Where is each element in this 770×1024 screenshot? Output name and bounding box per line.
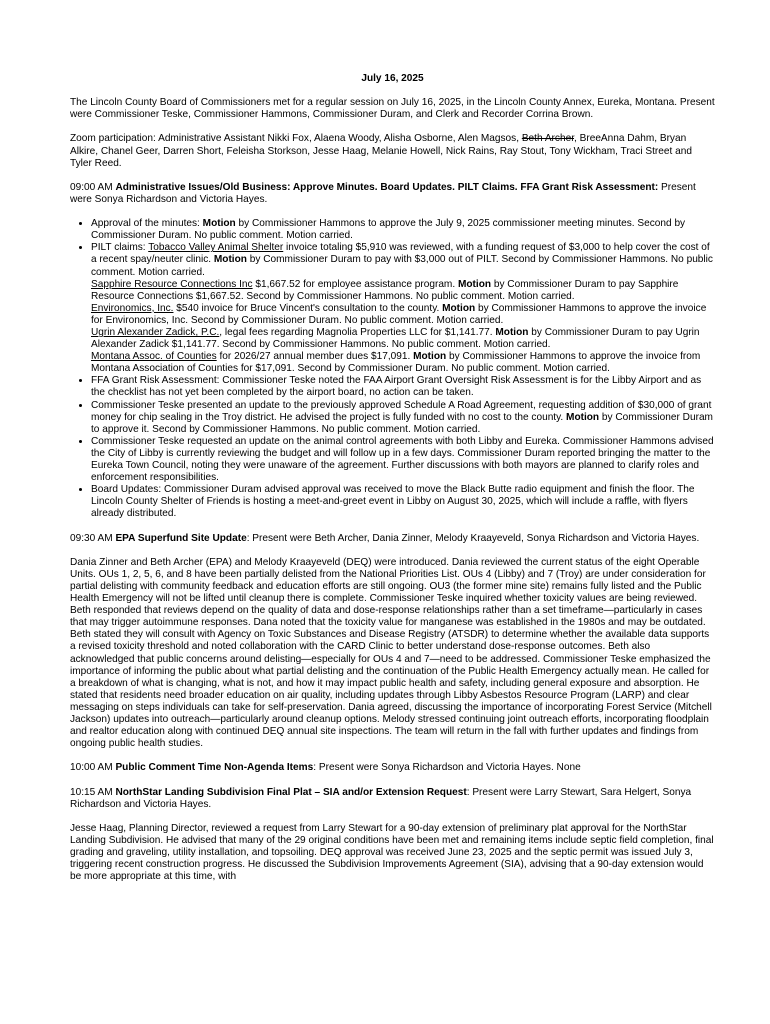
bullet-text: by Commissioner Hammons to approve the invoice from Montana Association of Counties for $17,091. Second by Commissioner Duram. No public comment. Motion carried. xyxy=(91,351,701,375)
pilt-claim-ugrin xyxy=(91,327,715,351)
agenda-present: : Present were Larry Stewart, Sara Helgert, Sonya Richardson and Victoria Hayes. xyxy=(70,786,692,810)
agenda-time: 10:15 AM xyxy=(70,786,116,798)
bullet-road-agreement xyxy=(91,400,715,436)
agenda-item-northstar xyxy=(70,787,715,811)
pilt-claim-maco xyxy=(91,351,715,375)
intro-paragraph: The Lincoln County Board of Commissioners met for a regular session on July 16, 2025, in the Lincoln County Annex, Eureka, Montana. Present were Commissioner Teske, Commissioner Hammons, Commissioner Duram, and Clerk and Recorder Corrina Brown. xyxy=(70,97,715,121)
bullet-text: $1,667.52 for employee assistance program. xyxy=(252,278,458,290)
agenda-item-admin xyxy=(70,182,715,206)
bullet-board-updates: • Board Updates: Commissioner Duram advised approval was received to move the Black Butte radio equipment and finish the floor. The Lincoln County Shelter of Friends is hosting a meet-and-greet event in Libby on August 30, 2025, which will include a raffle, with flyers already distributed. xyxy=(91,484,715,520)
bullet-text: for 2026/27 annual member dues $17,091. xyxy=(216,351,414,363)
agenda-heading: Public Comment Time Non-Agenda Items xyxy=(115,762,314,774)
bullet-text: by Commissioner Hammons to approve the July 9, 2025 commissioner meeting minutes. Second by Commissioner Duram. No public comment. Motion carried. xyxy=(91,218,686,242)
agenda-heading: Administrative Issues/Old Business: Approve Minutes. Board Updates. PILT Claims. FFA Grant Risk Assessment: xyxy=(115,181,659,193)
epa-discussion: Dania Zinner and Beth Archer (EPA) and Melody Kraayeveld (DEQ) were introduced. Dania reviewed the current status of the eight Operable Units. OUs 1, 2, 5, 6, and 8 have been partially delisted from the National Priorities List. OUs 4 (Libby) and 7 (Troy) are under consideration for partial delisting with community feedback and education efforts are still ongoing. OU3 (the former mine site) remains fully listed and the Public Health Emergency will not be lifted until cleanup there is complete. Commissioner Teske inquired whether toxicity values are being reviewed. Beth responded that reviews depend on the quality of data and dose-response relationships rather than a set timeframe—particularly in cases that may trigger autoimmune responses. Dana noted that the toxicity value for manganese was established in the 1980s and may be outdated. Beth stated they will consult with Agency on Toxic Substances and Disease Registry (ATSDR) to determine whether the available data supports a revised toxicity threshold and noted collaboration with the CARD Clinic to better understand dose-response outcomes. Beth also acknowledged that public concerns around delisting—especially for OUs 4 and 7—need to be addressed. Commissioner Teske emphasized the importance of informing the public about what partial delisting and the continuation of the Public Health Emergency actually mean. He called for a breakdown of what is changing, what is not, and how it may impact public health and safety, including general exposure and absorption. He stated that residents need broader education on air quality, including updates through Libby Asbestos Resource Program (LARP) and clear messaging on steps individuals can take for self-preservation. Dania agreed, discussing the importance of incorporating Forest Service (Mitchell Jackson) updates into outreach—particularly around cleanup options. Melody stressed continuing joint outreach efforts, incorporating floodplain and realtor education along with continued DEQ annual site inspections. The team will return in the fall with further updates and findings from ongoing public health studies. xyxy=(70,556,712,750)
agenda-present: : Present were Beth Archer, Dania Zinner, Melody Kraayeveld, Sonya Richardson and Victoria Hayes. xyxy=(246,532,700,544)
bullet-text: by Commissioner Duram to pay Sapphire Resource Connections $1,667.52. Second by Commissioner Hammons. No public comment. Motion carried. xyxy=(91,278,679,302)
bullet-text: Commissioner Teske presented an update to the previously approved Schedule A Road Agreement, requesting addition of $30,000 of grant money for chip sealing in the Troy district. He advised the project is fully funded with no cost to the county. xyxy=(91,399,712,423)
motion-label: Motion xyxy=(413,351,447,363)
motion-label: Motion xyxy=(213,254,247,266)
pilt-claim-tobacco xyxy=(91,242,715,278)
motion-label: Motion xyxy=(566,411,600,423)
bullet-text: Approval of the minutes: xyxy=(91,218,203,230)
vendor-name: Sapphire Resource Connections Inc xyxy=(91,278,253,290)
zoom-prefix: Zoom participation: Administrative Assistant Nikki Fox, Alaena Woody, Alisha Osborne, Alen Magsos, xyxy=(70,133,522,145)
meeting-date: July 16, 2025 xyxy=(361,73,424,84)
pilt-claim-sapphire xyxy=(91,279,715,303)
agenda-time: 09:30 AM xyxy=(70,532,116,544)
minutes-page xyxy=(70,73,715,895)
bullet-text: , legal fees regarding Magnolia Properties LLC for $1,141.77. xyxy=(219,326,496,338)
vendor-name: Montana Assoc. of Counties xyxy=(91,351,217,363)
zoom-participation xyxy=(70,133,715,169)
bullet-text: by Commissioner Duram to pay Ugrin Alexander Zadick $1,141.77. Second by Commissioner Hammons. No public comment. Motion carried. xyxy=(91,326,700,351)
bullet-text: by Commissioner Hammons to approve the invoice for Environomics, Inc. Second by Commissioner Duram. No public comment. Motion carried. xyxy=(91,302,707,326)
vendor-name: Tobacco Valley Animal Shelter xyxy=(148,242,284,254)
zoom-rest: , BreeAnna Dahm, Bryan Alkire, Chanel Geer, Darren Short, Feleisha Storkson, Jesse Haag, Melanie Howell, Nick Rains, Ray Stout, Tony Wickham, Traci Street and Tyler Reed. xyxy=(70,133,692,169)
bullet-animal-control: • Commissioner Teske requested an update on the animal control agreements with both Libby and Eureka. Commissioner Hammons advised the City of Libby is currently reviewing the budget and will follow up in a few days. Commissioner Duram reported bringing the matter to the Eureka Town Council, noting they were unaware of the agreement. Further discussions with both mayors are planned to clarify roles and enforcement responsibilities. xyxy=(91,436,715,484)
admin-bullet-list xyxy=(70,218,715,520)
agenda-heading: EPA Superfund Site Update xyxy=(115,532,247,544)
vendor-name: Environomics, Inc. xyxy=(91,302,174,314)
agenda-item-epa xyxy=(70,533,715,545)
bullet-text: by Commissioner Duram to pay with $3,000 out of PILT. Second by Commissioner Hammons. No public comment. Motion carried. xyxy=(91,254,713,278)
agenda-item-public-comment xyxy=(70,762,715,774)
bullet-pilt-claims xyxy=(91,242,715,375)
bullet-ffa-grant: • FFA Grant Risk Assessment: Commissioner Teske noted the FAA Airport Grant Oversight Risk Assessment is for the Libby Airport and as the checklist has not yet been completed by the airport board, no action can be taken. xyxy=(91,375,715,399)
struck-name: Beth Archer xyxy=(521,133,574,145)
bullet-text: invoice totaling $5,910 was reviewed, with a funding request of $3,000 to help cover the cost of a recent spay/neuter clinic. xyxy=(91,242,710,266)
bullet-minutes xyxy=(91,218,715,242)
agenda-heading: NorthStar Landing Subdivision Final Plat – SIA and/or Extension Request xyxy=(115,786,467,798)
bullet-text: PILT claims: xyxy=(91,242,149,254)
motion-label: Motion xyxy=(495,326,529,338)
motion-label: Motion xyxy=(202,218,236,230)
vendor-name: Ugrin Alexander Zadick, P.C. xyxy=(91,326,220,338)
motion-label: Motion xyxy=(457,278,492,290)
agenda-time: 09:00 AM xyxy=(70,181,116,193)
agenda-present: Present were Sonya Richardson and Victoria Hayes. xyxy=(70,181,696,205)
agenda-time: 10:00 AM xyxy=(70,762,116,774)
bullet-text: by Commissioner Duram to approve it. Second by Commissioner Hammons. No public comment. Motion carried. xyxy=(91,411,713,435)
bullet-text: $540 invoice for Bruce Vincent's consultation to the county. xyxy=(173,302,443,314)
agenda-present: : Present were Sonya Richardson and Victoria Hayes. None xyxy=(313,762,581,774)
northstar-discussion: Jesse Haag, Planning Director, reviewed a request from Larry Stewart for a 90-day extension of preliminary plat approval for the NorthStar Landing Subdivision. He advised that many of the 29 original conditions have been met and remaining items include septic field completion, final grading and graveling, utility installation, and topsoiling. DEQ approval was received June 23, 2025 and the septic permit was issued July 3, triggering recent construction progress. He discussed the Subdivision Improvements Agreement (SIA), advising that a 90-day extension would be more appropriate at this time, with xyxy=(70,822,714,883)
motion-label: Motion xyxy=(442,302,476,314)
pilt-claim-environomics xyxy=(91,303,715,327)
